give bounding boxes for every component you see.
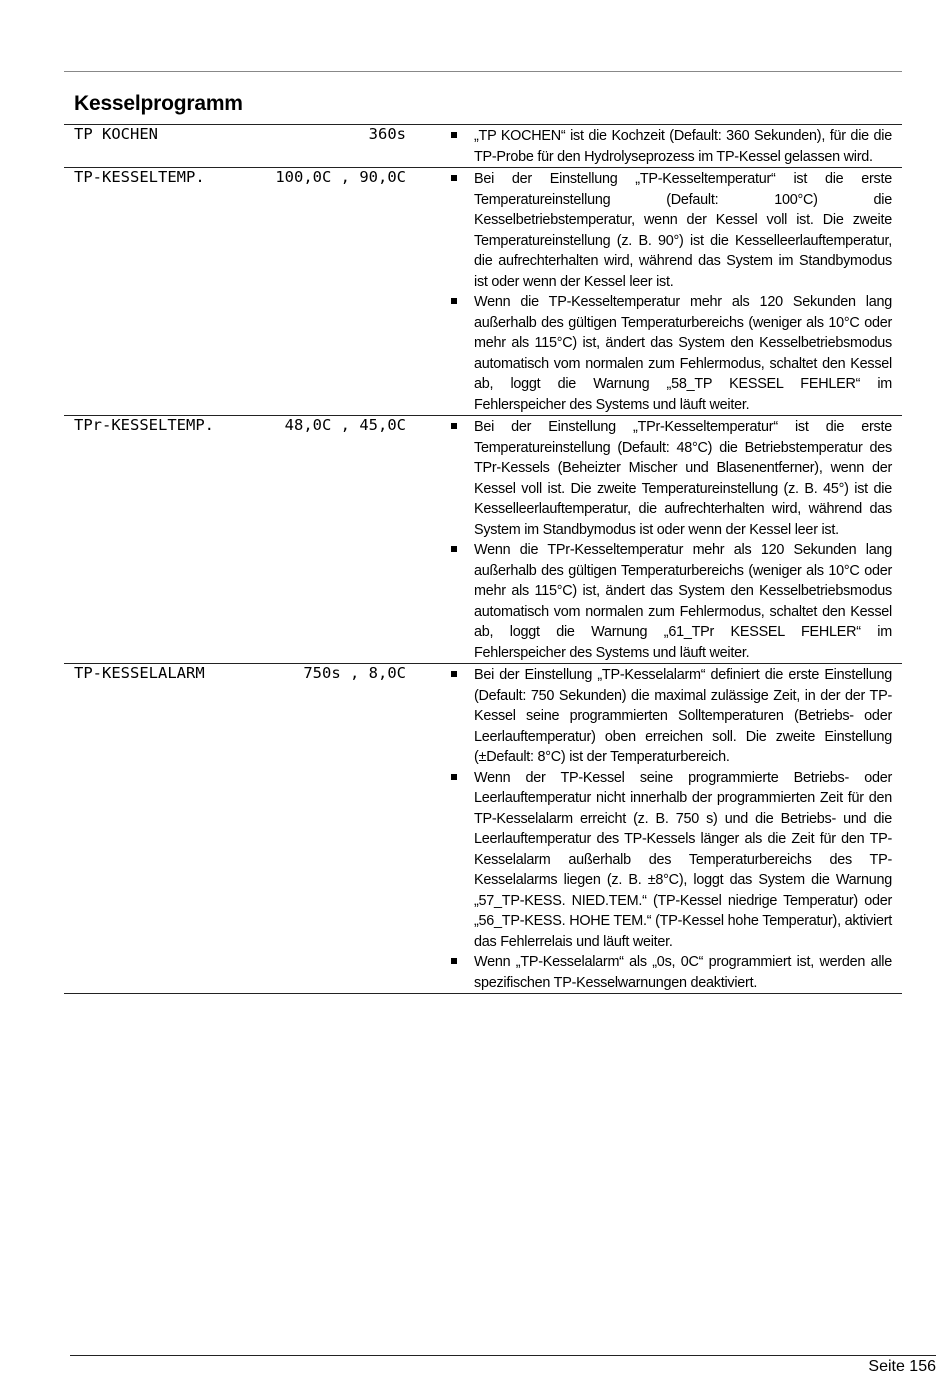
parameter-name: TP KOCHEN bbox=[74, 125, 158, 143]
list-item bbox=[450, 952, 892, 993]
parameter-value: 48,0C , 45,0C bbox=[284, 416, 406, 434]
square-bullet-icon bbox=[451, 546, 457, 552]
list-item bbox=[450, 417, 892, 540]
square-bullet-icon bbox=[451, 671, 457, 677]
list-item bbox=[450, 768, 892, 953]
list-item bbox=[450, 169, 892, 292]
parameter-name: TP-KESSELALARM bbox=[74, 664, 205, 682]
list-item bbox=[450, 292, 892, 415]
parameter-name: TPr-KESSELTEMP. bbox=[74, 416, 214, 434]
bullet-text: Wenn der TP-Kessel seine programmierte Betriebs- oder Leerlauftemperatur nicht innerhalb der programmierten Zeit für den TP-Kesselalarm erreicht (z. B. 750 s) und die Betriebs- und die Leerlauftemperatur des TP-Kessels länger als die Zeit für den TP-Kesselalarm außerhalb des Temperaturbereichs des TP-Kesselalarms liegen (z. B. ±8°C), loggt das System die Warnung „57_TP-KESS. NIED.TEM.“ (TP-Kessel niedrige Temperatur) oder „56_TP-KESS. HOHE TEM.“ (TP-Kessel hohe Temperatur), aktiviert das Fehlerrelais und läuft weiter. bbox=[474, 769, 892, 950]
square-bullet-icon bbox=[451, 132, 457, 138]
list-item bbox=[450, 126, 892, 167]
parameter-description bbox=[450, 168, 892, 415]
table-row bbox=[64, 415, 902, 663]
top-divider bbox=[64, 71, 902, 72]
bullet-text: Wenn die TP-Kesseltemperatur mehr als 120 Sekunden lang außerhalb des gültigen Temperaturbereichs (weniger als 10°C oder mehr als 115°C) ist, ändert das System den Kesselbetriebsmodus automatisch vom normalen zum Fehlermodus, schaltet den Kessel ab, loggt die Warnung „58_TP KESSEL FEHLER“ im Fehlerspeicher des Systems und läuft weiter. bbox=[474, 294, 892, 413]
bullet-text: „TP KOCHEN“ ist die Kochzeit (Default: 360 Sekunden), für die die TP-Probe für den Hydrolyseprozess im TP-Kessel gelassen wird. bbox=[474, 128, 892, 165]
list-item bbox=[450, 540, 892, 663]
list-item bbox=[450, 665, 892, 768]
parameter-value: 750s , 8,0C bbox=[303, 664, 406, 682]
page-number: Seite 156 bbox=[868, 1358, 936, 1375]
parameter-value: 100,0C , 90,0C bbox=[275, 168, 406, 186]
parameter-name: TP-KESSELTEMP. bbox=[74, 168, 205, 186]
section-title: Kesselprogramm bbox=[74, 92, 243, 115]
square-bullet-icon bbox=[451, 958, 457, 964]
bullet-text: Bei der Einstellung „TP-Kesselalarm“ definiert die erste Einstellung (Default: 750 Sekunden) die maximal zulässige Zeit, in der der TP-Kessel seine programmierten Solltemperaturen (Betriebs- oder Leerlauftemperatur) oben erreichen soll. Die zweite Einstellung (±Default: 8°C) ist der Temperaturbereich. bbox=[474, 667, 892, 765]
parameter-value: 360s bbox=[368, 125, 406, 143]
table-row bbox=[64, 124, 902, 167]
parameter-description bbox=[450, 125, 892, 167]
table-row bbox=[64, 167, 902, 415]
bullet-text: Bei der Einstellung „TP-Kesseltemperatur“ ist die erste Temperatureinstellung (Default: 100°C) die Kesselbetriebstemperatur, wenn der Kessel voll ist. Die zweite Temperatureinstellung (z. B. 90°) ist die Kesselleerlauftemperatur, die aufrechterhalten wird, während das System im Standbymodus ist oder wenn der Kessel leer ist. bbox=[474, 171, 892, 290]
bullet-text: Bei der Einstellung „TPr-Kesseltemperatur“ ist die erste Temperatureinstellung (Default: 48°C) die Betriebstemperatur des TPr-Kessels (Beheizter Mischer und Blasenentferner), wenn der Kessel voll ist. Die zweite Temperatureinstellung (z. B. 45°) ist die Kesselleerlauftemperatur, die aufrechterhalten wird, während das System im Standbymodus ist oder wenn der Kessel leer ist. bbox=[474, 419, 892, 538]
parameter-description bbox=[450, 664, 892, 993]
square-bullet-icon bbox=[451, 774, 457, 780]
bullet-text: Wenn „TP-Kesselalarm“ als „0s, 0C“ programmiert ist, werden alle spezifischen TP-Kesselwarnungen deaktiviert. bbox=[474, 954, 892, 991]
parameter-table bbox=[64, 124, 902, 994]
footer-divider bbox=[70, 1355, 936, 1356]
table-row bbox=[64, 663, 902, 994]
bullet-text: Wenn die TPr-Kesseltemperatur mehr als 120 Sekunden lang außerhalb des gültigen Temperaturbereichs (weniger als 10°C oder mehr als 115°C) ist, ändert das System den Kesselbetriebsmodus automatisch vom normalen zum Fehlermodus, schaltet den Kessel ab, loggt die Warnung „61_TPr KESSEL FEHLER“ im Fehlerspeicher des Systems und läuft weiter. bbox=[474, 542, 892, 661]
square-bullet-icon bbox=[451, 298, 457, 304]
square-bullet-icon bbox=[451, 175, 457, 181]
square-bullet-icon bbox=[451, 423, 457, 429]
parameter-description bbox=[450, 416, 892, 663]
